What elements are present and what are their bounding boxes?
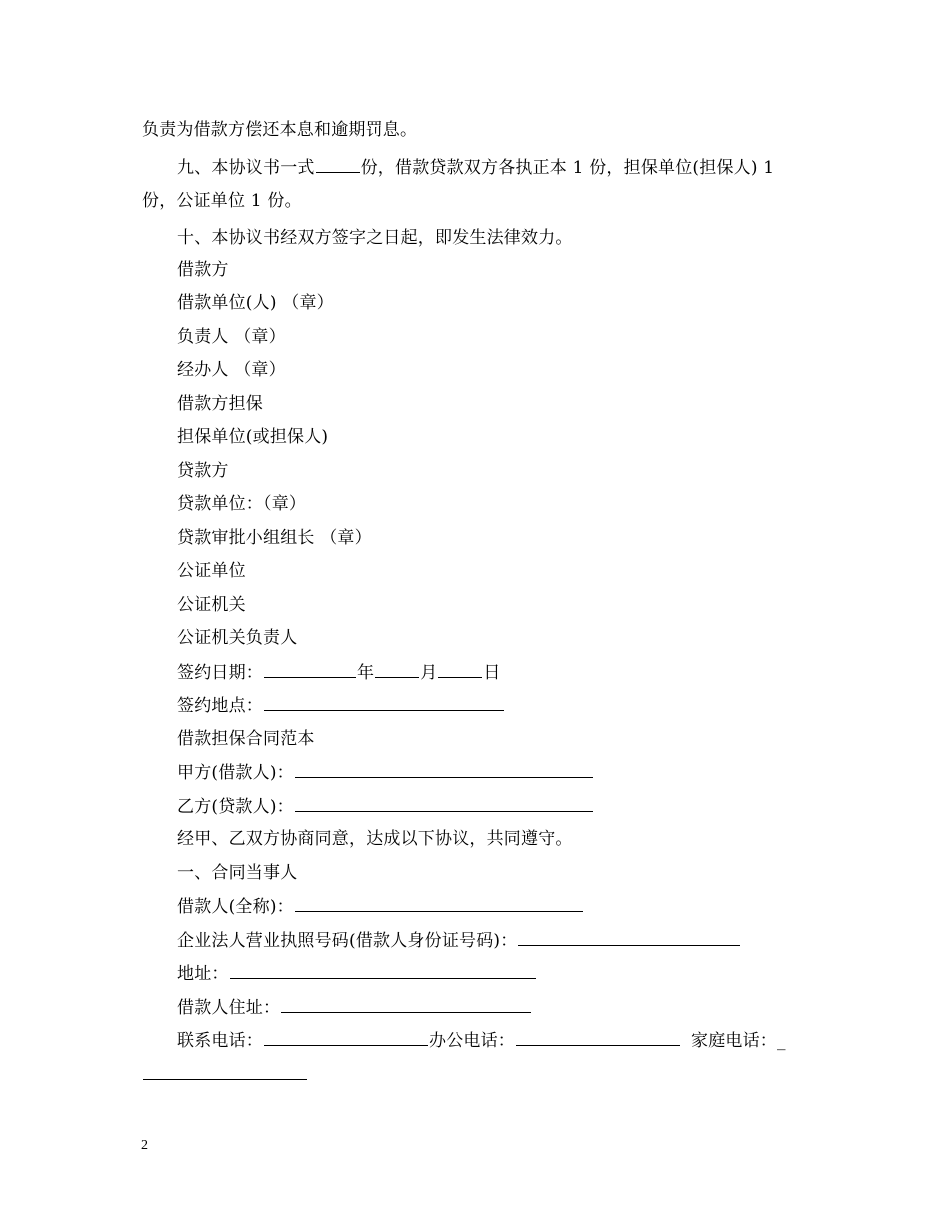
signing-date-line: 签约日期： 年 月 日 (177, 660, 501, 685)
signing-place-line: 签约地点： (177, 693, 505, 718)
text-line: 贷款单位：（章） (177, 494, 307, 514)
text-line: 九、本协议书一式 份，借款贷款双方各执正本 1 份，担保单位(担保人) 1 (177, 155, 774, 180)
license-number-line: 企业法人营业执照号码(借款人身份证号码)： (177, 928, 741, 953)
blank-underline (316, 155, 360, 173)
blank-underline (375, 660, 419, 678)
text-line: 借款单位(人) （章） (177, 293, 334, 313)
text-line: 经甲、乙双方协商同意，达成以下协议，共同遵守。 (177, 829, 573, 849)
blank-underline (264, 693, 504, 711)
text-line: 借款方 (177, 260, 229, 280)
party-a-line: 甲方(借款人)： (177, 760, 594, 785)
text-line: 负责为借款方偿还本息和逾期罚息。 (142, 120, 418, 140)
blank-underline (295, 894, 583, 912)
text-line: 份，公证单位 1 份。 (142, 191, 302, 211)
text-line: 十、本协议书经双方签字之日起，即发生法律效力。 (177, 228, 573, 248)
text-line: 经办人 （章） (177, 360, 286, 380)
text-line: 公证单位 (177, 561, 246, 581)
text-line: 贷款审批小组组长 （章） (177, 528, 372, 548)
page-number: 2 (141, 1138, 148, 1153)
residence-line: 借款人住址： (177, 995, 532, 1020)
borrower-name-line: 借款人(全称)： (177, 894, 584, 919)
blank-underline (281, 995, 531, 1013)
phone-line: 联系电话： 办公电话： 家庭电话：_ (177, 1028, 786, 1053)
text-line: 公证机关 (177, 595, 246, 615)
blank-underline (516, 1028, 680, 1046)
text-line: 负责人 （章） (177, 327, 286, 347)
section-title: 借款担保合同范本 (177, 729, 315, 749)
blank-underline (230, 961, 536, 979)
text-line: 公证机关负责人 (177, 628, 298, 648)
blank-underline (518, 928, 740, 946)
blank-underline (143, 1062, 307, 1080)
address-line: 地址： (177, 961, 537, 986)
text-line: 贷款方 (177, 461, 229, 481)
party-b-line: 乙方(贷款人)： (177, 794, 594, 819)
blank-underline (264, 660, 356, 678)
blank-underline (438, 660, 482, 678)
blank-underline (264, 1028, 428, 1046)
blank-underline (295, 760, 593, 778)
phone-continuation-line (142, 1062, 308, 1087)
text-line: 一、合同当事人 (177, 863, 298, 883)
blank-underline (295, 794, 593, 812)
text-line: 借款方担保 (177, 394, 263, 414)
text-line: 担保单位(或担保人) (177, 427, 329, 447)
